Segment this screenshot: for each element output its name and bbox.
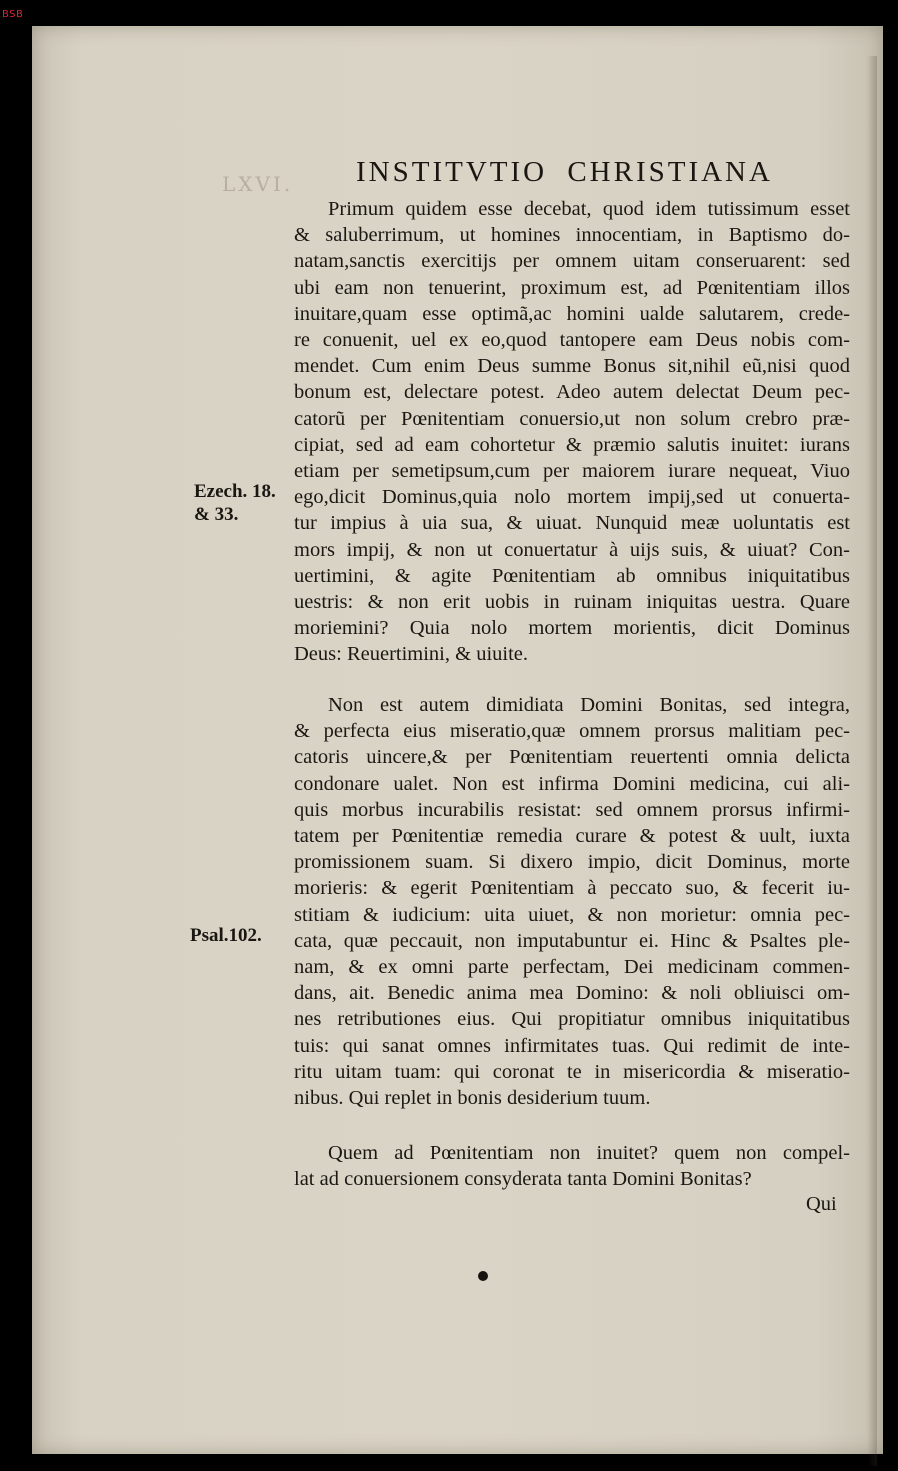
text-line: dans, ait. Benedic anima mea Domino: & noli obliuisci om- bbox=[294, 982, 850, 1005]
text-line: tuis: qui sanat omnes infirmitates tuas. Qui redimit de inte- bbox=[294, 1034, 850, 1057]
marginal-note-line: Ezech. 18. bbox=[194, 481, 276, 502]
marginal-note-line: Psal.102. bbox=[190, 925, 262, 946]
text-line: ritu uitam tuam: qui coronat te in misericordia & miseratio- bbox=[294, 1060, 850, 1083]
text-line: re conuenit, uel ex eo,quod tantopere eam Deus nobis com- bbox=[294, 329, 850, 352]
text-line: mendet. Cum enim Deus summe Bonus sit,nihil eũ,nisi quod bbox=[294, 355, 850, 378]
text-line: nes retributiones eius. Qui propitiatur omnibus iniquitatibus bbox=[294, 1008, 850, 1031]
text-line: natam,sanctis exercitijs per omnem uitam conseruarent: sed bbox=[294, 250, 850, 273]
text-line: cata, quæ peccauit, non imputabuntur ei. Hinc & Psaltes ple- bbox=[294, 929, 850, 952]
paragraph-1 bbox=[294, 196, 850, 668]
running-head: INSTITVTIO CHRISTIANA bbox=[356, 156, 773, 188]
text-line: lat ad conuersionem consyderata tanta Domini Bonitas? bbox=[294, 1168, 752, 1191]
text-line: promissionem suam. Si dixero impio, dicit Dominus, morte bbox=[294, 851, 850, 874]
text-line: ubi eam non tenuerint, proximum est, ad Pœnitentiam illos bbox=[294, 276, 850, 299]
page-dot-ornament bbox=[478, 1271, 488, 1281]
text-line: nam, & ex omni parte perfectam, Dei medicinam commen- bbox=[294, 956, 850, 979]
marginal-note-ezechiel bbox=[194, 480, 276, 526]
text-line: condonare ualet. Non est infirma Domini medicina, cui ali- bbox=[294, 772, 850, 795]
bleed-through-folio: LXVI. bbox=[222, 172, 294, 196]
page-edge-shadow bbox=[867, 56, 877, 1466]
catchword: Qui bbox=[806, 1193, 837, 1215]
text-line: tur impius à uia sua, & uiuat. Nunquid meæ uoluntatis est bbox=[294, 512, 850, 535]
text-line: Deus: Reuertimini, & uiuite. bbox=[294, 643, 529, 666]
text-line: moriemini? Quia nolo mortem morientis, dicit Dominus bbox=[294, 617, 850, 640]
text-line: ego,dicit Dominus,quia nolo mortem impij,sed ut conuerta- bbox=[294, 486, 850, 509]
text-line: & perfecta eius miseratio,quæ omnem prorsus malitiam pec- bbox=[294, 720, 850, 743]
paragraph-2 bbox=[294, 692, 850, 1111]
text-line: uestris: & non erit uobis in ruinam iniquitas uestra. Quare bbox=[294, 591, 850, 614]
text-line: Primum quidem esse decebat, quod idem tutissimum esset bbox=[328, 198, 850, 220]
text-line: catorũ per Pœnitentiam conuersio,ut non solum crebro præ- bbox=[294, 407, 850, 430]
text-line: stitiam & iudicium: uita uiuet, & non morietur: omnia pec- bbox=[294, 903, 850, 926]
text-line: catoris uincere,& per Pœnitentiam reuertenti omnia delicta bbox=[294, 746, 850, 769]
text-line: morieris: & egerit Pœnitentiam à peccato suo, & fecerit iu- bbox=[294, 877, 850, 900]
text-line: nibus. Qui replet in bonis desiderium tuum. bbox=[294, 1087, 651, 1110]
text-line: inuitare,quam esse optimã,ac homini ualde salutarem, crede- bbox=[294, 302, 850, 325]
library-watermark: BSB bbox=[2, 9, 24, 20]
text-line: & saluberrimum, ut homines innocentiam, in Baptismo do- bbox=[294, 224, 850, 247]
marginal-note-line: & 33. bbox=[194, 504, 239, 525]
text-line: mors impij, & non ut conuertatur à uijs suis, & uiuat? Con- bbox=[294, 538, 850, 561]
paragraph-3 bbox=[294, 1140, 850, 1192]
marginal-note-psalm bbox=[190, 924, 262, 947]
text-line: bonum est, delectare potest. Adeo autem delectat Deum pec- bbox=[294, 381, 850, 404]
text-line: quis morbus incurabilis resistat: sed omnem prorsus infirmi- bbox=[294, 798, 850, 821]
text-line: Quem ad Pœnitentiam non inuitet? quem non compel- bbox=[328, 1142, 850, 1164]
text-line: etiam per semetipsum,cum per maiorem iurare nequeat, Viuo bbox=[294, 460, 850, 483]
text-line: uertimini, & agite Pœnitentiam ab omnibus iniquitatibus bbox=[294, 564, 850, 587]
text-line: Non est autem dimidiata Domini Bonitas, sed integra, bbox=[328, 694, 850, 716]
text-line: cipiat, sed ad eam cohortetur & præmio salutis inuitet: iurans bbox=[294, 433, 850, 456]
text-line: tatem per Pœnitentiæ remedia curare & potest & uult, iuxta bbox=[294, 825, 850, 848]
